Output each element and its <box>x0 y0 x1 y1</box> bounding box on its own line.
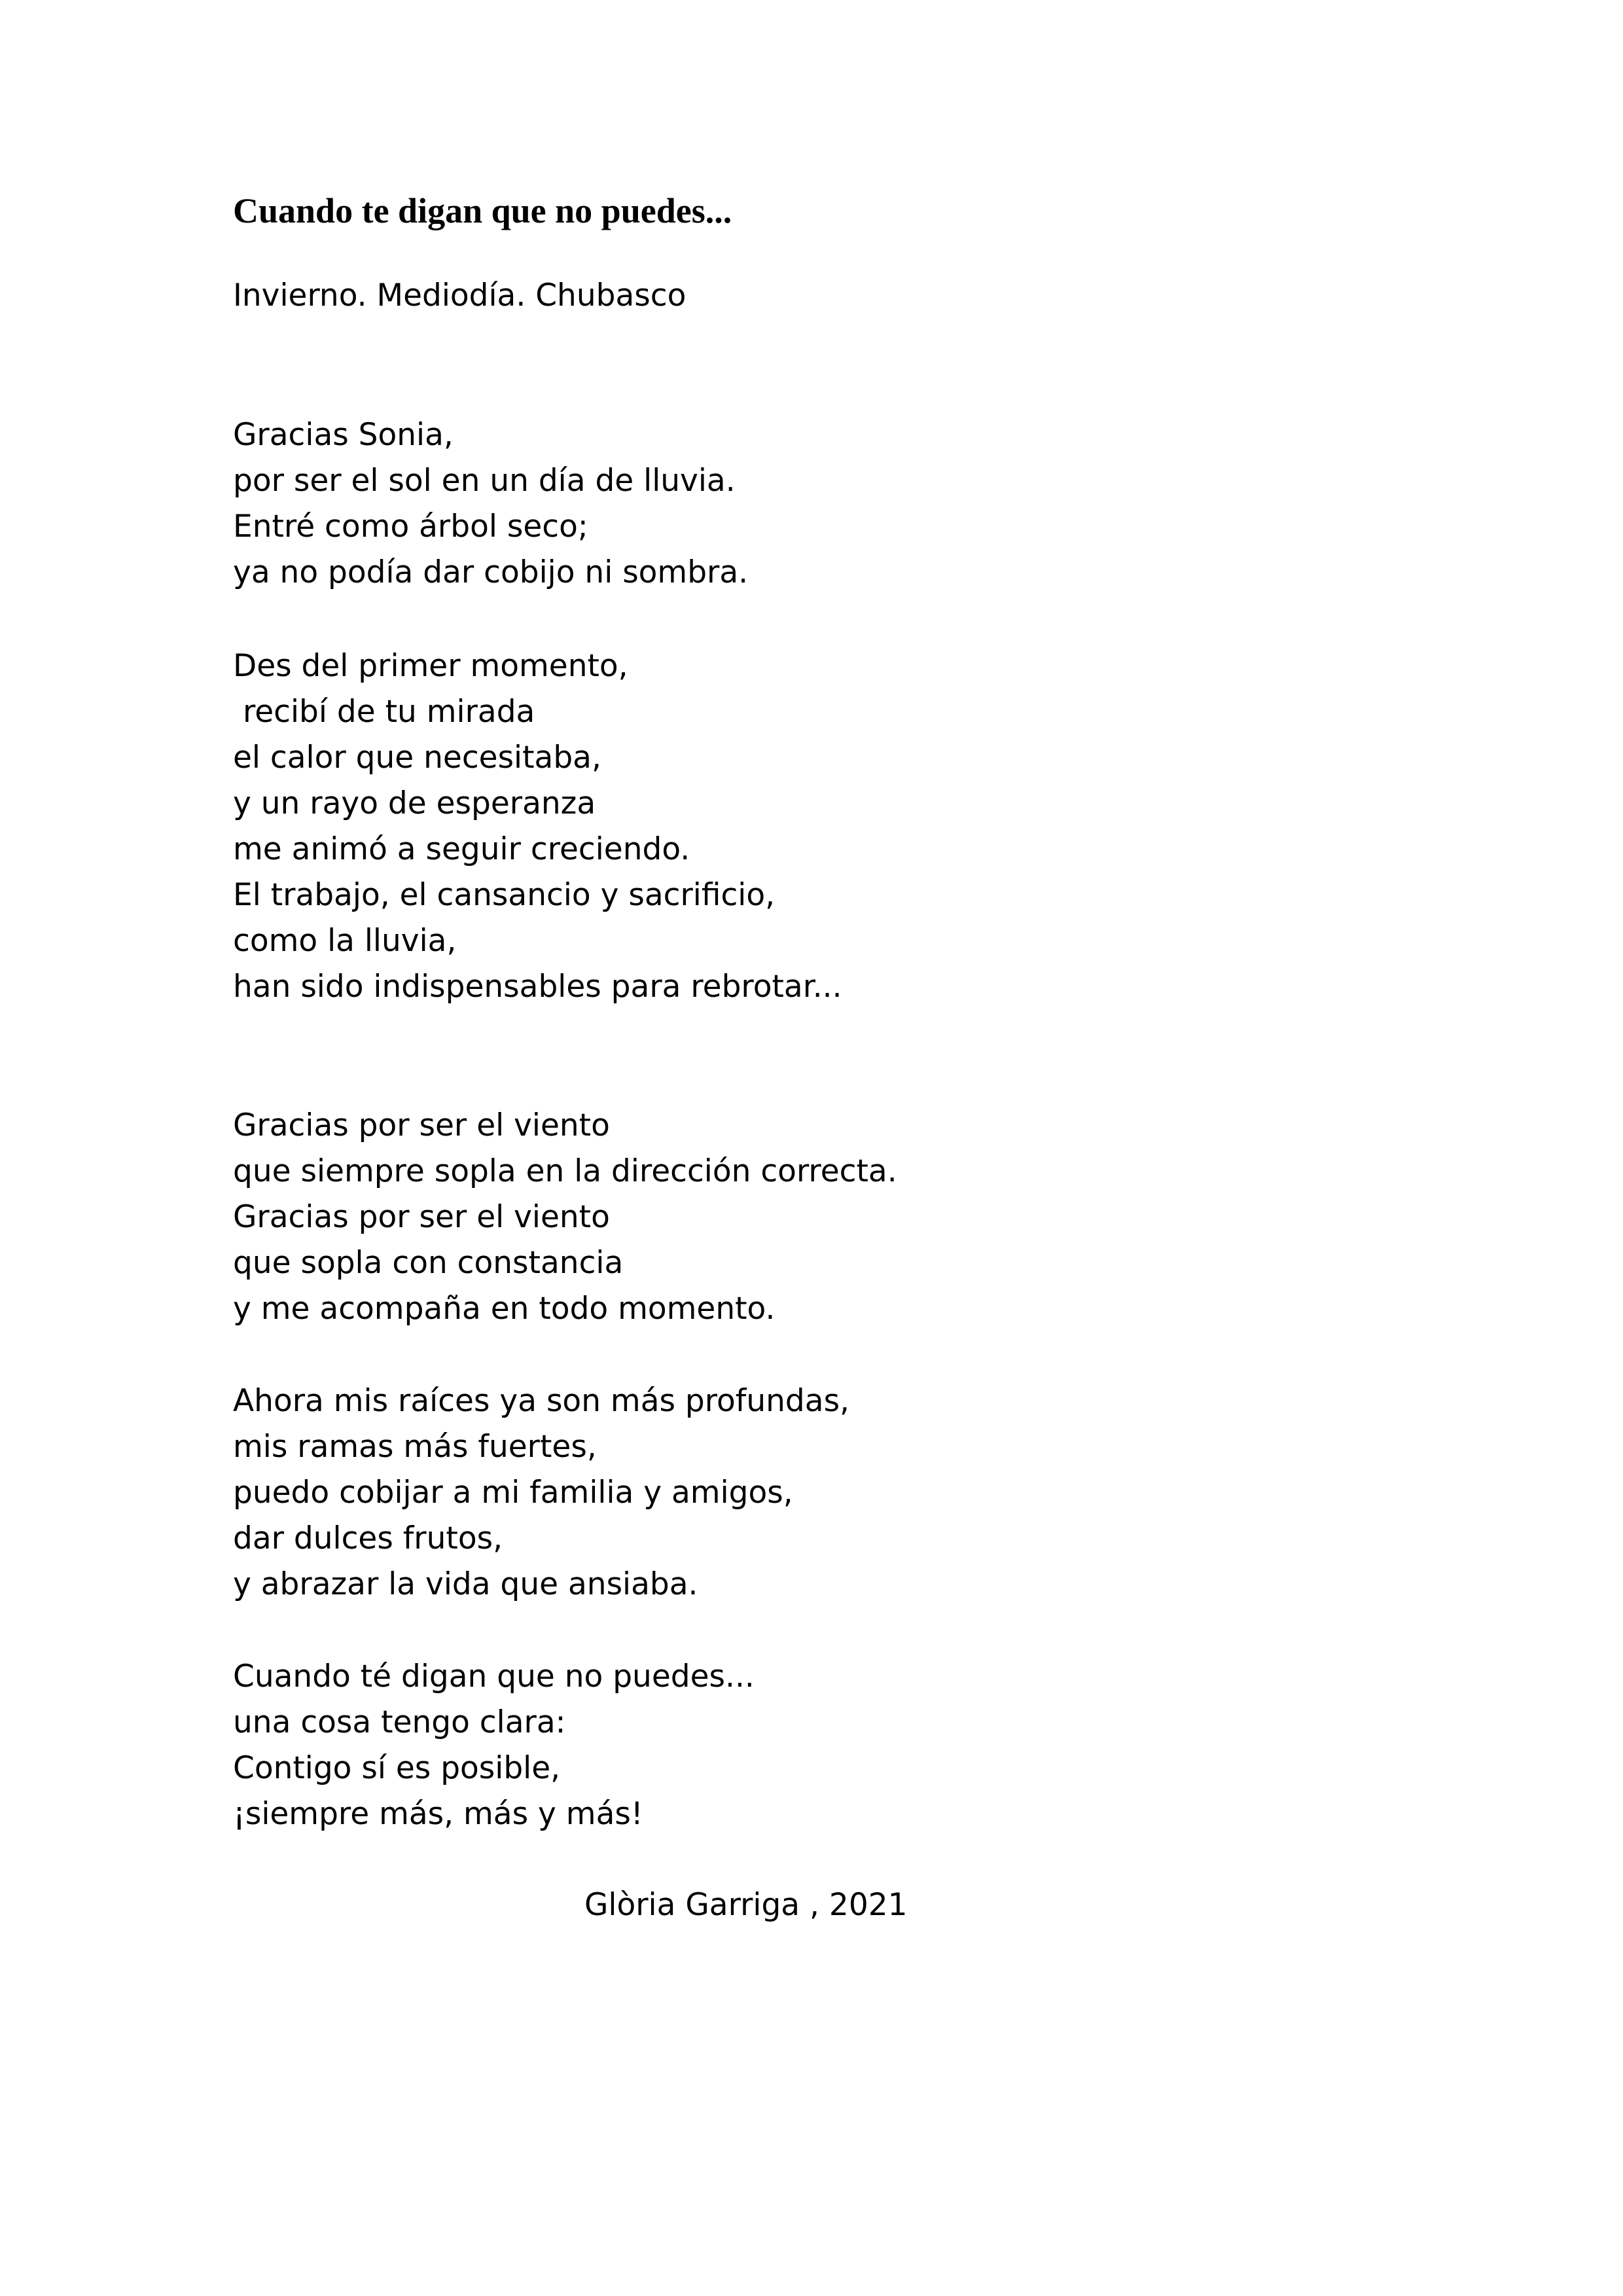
poem-line: Ahora mis raíces ya son más profundas, <box>233 1383 849 1419</box>
poem-line: dar dulces frutos, <box>233 1520 503 1556</box>
poem-line: recibí de tu mirada <box>233 694 535 730</box>
poem-line: Entré como árbol seco; <box>233 509 588 545</box>
poem-line: ya no podía dar cobijo ni sombra. <box>233 554 749 590</box>
poem-line: por ser el sol en un día de lluvia. <box>233 463 736 499</box>
poem-line: Cuando té digan que no puedes... <box>233 1659 755 1695</box>
poem-line: Contigo sí es posible, <box>233 1750 561 1786</box>
poem-line: El trabajo, el cansancio y sacrificio, <box>233 877 776 913</box>
poem-line: que siempre sopla en la dirección correcta. <box>233 1153 897 1189</box>
poem-line: Gracias por ser el viento <box>233 1107 610 1143</box>
stanza-5 <box>233 1654 755 1837</box>
poem-title: Cuando te digan que no puedes... <box>233 191 732 230</box>
poem-line: que sopla con constancia <box>233 1245 624 1281</box>
poem-line: Des del primer momento, <box>233 648 628 684</box>
poem-line: y me acompaña en todo momento. <box>233 1291 776 1327</box>
poem-line: y abrazar la vida que ansiaba. <box>233 1566 698 1602</box>
stanza-3 <box>233 1103 897 1332</box>
stanza-2 <box>233 643 842 1010</box>
stanza-4 <box>233 1378 849 1607</box>
poem-subtitle: Invierno. Mediodía. Chubasco <box>233 278 687 314</box>
poem-line: y un rayo de esperanza <box>233 785 596 821</box>
poem-line: Gracias por ser el viento <box>233 1199 610 1235</box>
stanza-1 <box>233 412 748 596</box>
poem-line: han sido indispensables para rebrotar... <box>233 969 842 1005</box>
poem-line: una cosa tengo clara: <box>233 1704 566 1740</box>
poem-line: Gracias Sonia, <box>233 417 454 453</box>
author-signature: Glòria Garriga , 2021 <box>584 1887 908 1923</box>
poem-line: como la lluvia, <box>233 923 457 959</box>
poem-line: mis ramas más fuertes, <box>233 1429 597 1465</box>
poem-line: puedo cobijar a mi familia y amigos, <box>233 1475 793 1511</box>
poem-line: me animó a seguir creciendo. <box>233 831 690 867</box>
poem-line: ¡siempre más, más y más! <box>233 1796 643 1832</box>
poem-line: el calor que necesitaba, <box>233 740 601 776</box>
